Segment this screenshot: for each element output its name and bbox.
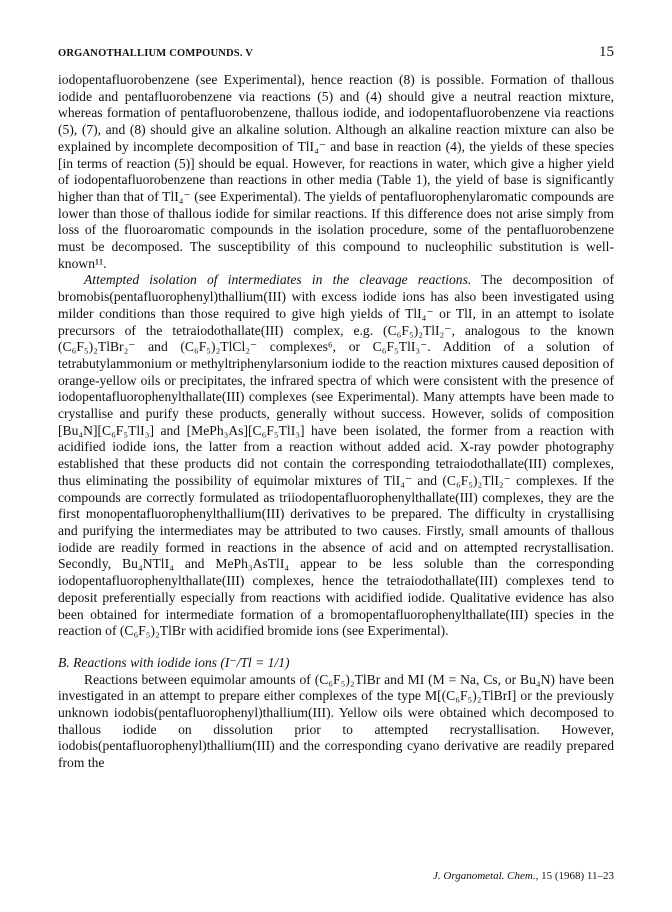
- article-body: [58, 72, 614, 772]
- paragraph-intermediates: [58, 272, 614, 639]
- paragraph-section-b: Reactions between equimolar amounts of (C₆F₅)₂TlBr and MI (M = Na, Cs, or Bu₄N) have been investigated in an attempt to prepare either complexes of the type M[(C₆F₅)₂TlBrI] or the previously unknown iodobis(pentafluorophenyl)thallium(III). Yellow oils were obtained which decomposed to thallous iodide on dissolution prior to attempted recrystallisation. However, iodobis(pentafluorophenyl)thallium(III) and the corresponding cyano derivative are readily prepared from the: [58, 671, 614, 771]
- running-header: [58, 44, 614, 61]
- paragraph-lead: Attempted isolation of intermediates in the cleavage reactions.: [84, 272, 472, 288]
- journal-footer: [433, 870, 614, 882]
- journal-name: J. Organometal. Chem.,: [433, 870, 539, 882]
- journal-citation: 15 (1968) 11–23: [538, 870, 614, 882]
- paragraph-continuation: iodopentafluorobenzene (see Experimental), hence reaction (8) is possible. Formation of thallous iodide and pentafluorobenzene via reactions (5) and (4) should give a neutral reaction mixture, whereas formation of pentafluorobenzene, thallous iodide, and iodopentafluorobenzene via reactions (5), (7), and (8) should give an alkaline solution. Although an alkaline reaction mixture can also be explained by incomplete decomposition of TlI₄⁻ and base in reaction (4), the yields of these species [in terms of reaction (5)] should be equal. However, for reactions in water, which give a higher yield of iodopentafluorobenzene than reactions in other media (Table 1), the yield of base is significantly higher than that of TlI₄⁻ (see Experimental). The yields of pentafluorophenylaromatic compounds are lower than those of thallous iodide for similar reactions. If this difference does not arise simply from loss of the fluoroaromatic compounds in the isolation procedure, some of the pentafluorobenzene must be decomposed. The susceptibility of this compound to nucleophilic substitution is well-known¹¹.: [58, 72, 614, 271]
- running-title: ORGANOTHALLIUM COMPOUNDS. V: [58, 48, 254, 59]
- paragraph-text: The decomposition of bromobis(pentafluorophenyl)thallium(III) with excess iodide ions has also been investigated using milder conditions than those required to give high yields of TlI₄⁻ or TlI, in an attempt to isolate precursors of the tetraiodothallate(III) complex, e.g. (C₆F₅)₂TlI₂⁻, analogous to the known (C₆F₅)₂TlBr₂⁻ and (C₆F₅)₂TlCl₂⁻ complexes⁶, or C₆F₅TlI₃⁻. Addition of a solution of tetrabutylammonium or methyltriphenylarsonium iodide to the reaction mixtures caused deposition of orange-yellow oils or precipitates, the infrared spectra of which were consistent with the presence of iodopentafluorophenylthallate(III) complexes (see Experimental). Many attempts have been made to crystallise and purify these products, generally without success. However, solids of composition [Bu₄N][C₆F₅TlI₃] and [MePh₃As][C₆F₅TlI₃] have been isolated, the former from a reaction with acidified iodide ions, the latter from a reaction without added acid. X-ray powder photography established that these products did not contain the corresponding tetraiodothallate(III) complexes, thus eliminating the possibility of equimolar mixtures of TlI₄⁻ and (C₆F₅)₂TlI₂⁻ complexes. If the compounds are correctly formulated as triiodopentafluorophenylthallate(III) complexes, they are the first monopentafluorophenylthallium(III) derivatives to be prepared. The difficulty in crystallising and purifying the intermediates may be attributed to two causes. Firstly, small amounts of thallous iodide are readily formed in reactions in the absence of acid and on attempted recrystallisation. Secondly, Bu₄NTlI₄ and MePh₃AsTlI₄ appear to be less soluble than the corresponding iodopentafluorophenylthallate(III) complexes, hence the tetraiodothallate(III) complexes tend to deposit preferentially especially from reactions with acidified iodide. Qualitative evidence has also been obtained for intermediate formation of a bromopentafluorophenylthallate(III) species in the reaction of (C₆F₅)₂TlBr with acidified bromide ions (see Experimental).: [58, 272, 615, 639]
- section-heading: B. Reactions with iodide ions (I⁻/Tl = 1/1): [58, 654, 290, 670]
- page-number: 15: [599, 44, 614, 60]
